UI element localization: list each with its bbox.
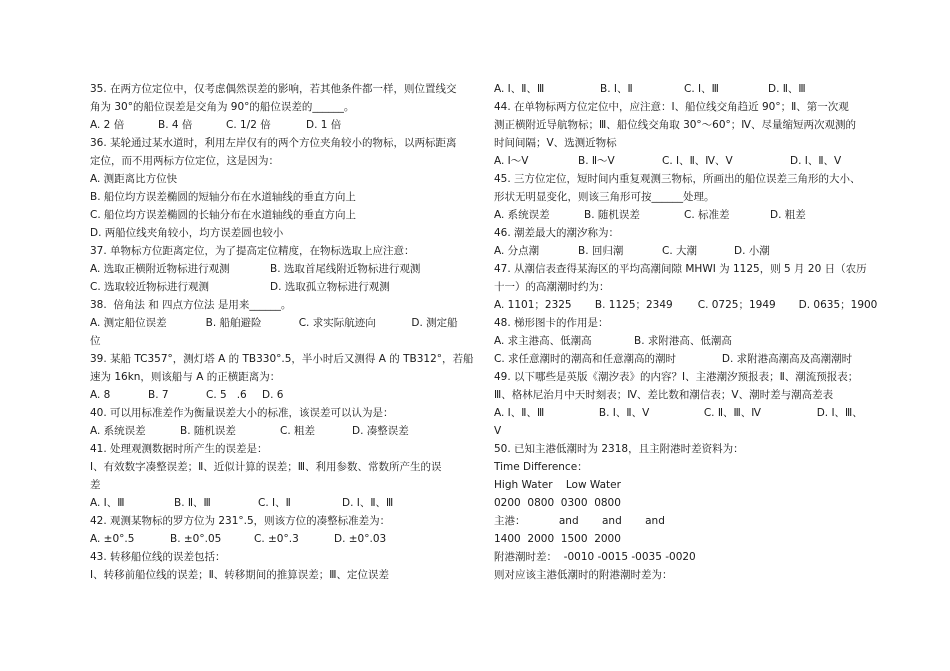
left-column — [90, 80, 480, 584]
answer-option: C. 0725；1949 — [697, 299, 776, 311]
text-line: 37. 单物标方位距离定位，为了提高定位精度，在物标选取上应注意： — [90, 245, 415, 257]
answer-option: D. 测定船 — [411, 317, 458, 329]
text-line: 41. 处理观测数据时所产生的误差是： — [90, 443, 268, 455]
answer-option: B. Ⅱ～Ⅴ — [578, 155, 615, 167]
answer-option: B. 选取首尾线附近物标进行观测 — [270, 263, 421, 275]
text-line: Ⅰ、有效数字凑整误差；Ⅱ、近似计算的误差；Ⅲ、利用参数、常数所产生的误 — [90, 461, 442, 473]
answer-option: A. 选取正横附近物标进行观测 — [90, 263, 230, 275]
text-line: 速为 16kn，则该船与 A 的正横距离为： — [90, 371, 281, 383]
answer-option: D. Ⅰ、Ⅲ、 — [816, 407, 863, 419]
answer-options — [494, 242, 886, 260]
answer-option: B. Ⅱ、Ⅲ — [174, 497, 211, 509]
answer-option: C. 求实际航迹向 — [298, 317, 376, 329]
answer-option: B. 随机误差 — [584, 209, 640, 221]
answer-options — [90, 494, 480, 512]
answer-options — [494, 296, 886, 314]
answer-option: A. Ⅰ、Ⅱ、Ⅲ — [494, 407, 545, 419]
text-line: 则对应该主港低潮时的附港潮时差为： — [494, 569, 673, 581]
answer-option: C. Ⅰ、Ⅱ、Ⅳ、Ⅴ — [662, 155, 733, 167]
text-line: 38. 倍角法 和 四点方位法 是用来______。 — [90, 299, 292, 311]
answer-option: C. ±0°.3 — [254, 533, 299, 545]
answer-options — [90, 260, 480, 278]
answer-option: C. 大潮 — [662, 245, 698, 257]
text-line: Ⅴ — [494, 425, 502, 437]
answer-option: B. 7 — [148, 389, 169, 401]
answer-options — [90, 278, 480, 296]
answer-option: A. Ⅰ～Ⅴ — [494, 155, 529, 167]
text-line: 时间间隔；Ⅴ、选测近物标 — [494, 137, 617, 149]
text-line: 位 — [90, 335, 101, 347]
right-column — [494, 80, 886, 584]
text-line: High Water Low Water — [494, 479, 621, 491]
text-line: 35. 在两方位定位中，仅考虑偶然误差的影响，若其他条件都一样，则位置线交 — [90, 83, 457, 95]
answer-option: B. Ⅰ、Ⅱ、Ⅴ — [598, 407, 650, 419]
text-line: 0200 0800 0300 0800 — [494, 497, 621, 509]
text-line: Ⅲ、格林尼治月中天时刻表；Ⅳ、差比数和潮信表；Ⅴ、潮时差与潮高差表 — [494, 389, 834, 401]
answer-option: D. 1 倍 — [306, 119, 342, 131]
text-line: 46. 潮差最大的潮汐称为： — [494, 227, 620, 239]
answer-option: C. 选取较近物标进行观测 — [90, 281, 210, 293]
answer-option: D. Ⅱ、Ⅲ — [768, 83, 806, 95]
text-line: 44. 在单物标两方位定位中，应注意：Ⅰ、船位线交角趋近 90°；Ⅱ、第一次观 — [494, 101, 849, 113]
text-line: B. 船位均方误差椭圆的短轴分布在水道轴线的垂直方向上 — [90, 191, 356, 203]
answer-option: C. Ⅰ、Ⅱ — [258, 497, 291, 509]
answer-option: B. 回归潮 — [578, 245, 624, 257]
text-line: 1400 2000 1500 2000 — [494, 533, 621, 545]
answer-option: A. 1101；2325 — [494, 299, 572, 311]
answer-options — [90, 530, 480, 548]
text-line: Ⅰ、转移前船位线的误差；Ⅱ、转移期间的推算误差；Ⅲ、定位误差 — [90, 569, 390, 581]
text-line: 49. 以下哪些是英版《潮汐表》的内容？Ⅰ、主港潮汐预报表；Ⅱ、潮流预报表； — [494, 371, 859, 383]
answer-option: D. 粗差 — [770, 209, 806, 221]
answer-option: D. 凑整误差 — [352, 425, 409, 437]
text-line: D. 两船位线夹角较小，均方误差圆也较小 — [90, 227, 284, 239]
text-line: 47. 从潮信表查得某海区的平均高潮间隙 MHWI 为 1125，则 5 月 20 日（农历 — [494, 263, 867, 275]
text-line: 45. 三方位定位，短时间内重复观测三物标，所画出的船位误差三角形的大小、 — [494, 173, 861, 185]
answer-option: C. 标准差 — [684, 209, 730, 221]
answer-option: C. 粗差 — [280, 425, 316, 437]
answer-option: A. Ⅰ、Ⅲ — [90, 497, 125, 509]
answer-options — [494, 332, 886, 350]
answer-option: B. Ⅰ、Ⅱ — [600, 83, 633, 95]
answer-option: D. 6 — [262, 389, 284, 401]
answer-option: C. 求任意潮时的潮高和任意潮高的潮时 — [494, 353, 677, 365]
answer-option: A. 测定船位误差 — [90, 317, 167, 329]
answer-option: D. 求附港高潮高及高潮潮时 — [721, 353, 853, 365]
answer-option: A. 求主港高、低潮高 — [494, 335, 592, 347]
answer-option: A. 系统误差 — [90, 425, 146, 437]
text-line: 48. 梯形图卡的作用是： — [494, 317, 609, 329]
answer-option: A. 2 倍 — [90, 119, 125, 131]
answer-option: B. 1125；2349 — [594, 299, 673, 311]
text-line: 39. 某船 TC357°，测灯塔 A 的 TB330°.5，半小时后又测得 A 的 TB312°，若船 — [90, 353, 474, 365]
text-line: 定位，而不用两标方位定位，这是因为： — [90, 155, 279, 167]
answer-option: D. Ⅰ、Ⅱ、Ⅴ — [790, 155, 842, 167]
answer-options — [494, 80, 886, 98]
text-line: 差 — [90, 479, 101, 491]
answer-option: C. Ⅰ、Ⅲ — [684, 83, 719, 95]
answer-option: D. 小潮 — [734, 245, 770, 257]
text-line: 40. 可以用标准差作为衡量误差大小的标准，该误差可以认为是： — [90, 407, 394, 419]
text-line: 测正横附近导航物标；Ⅲ、船位线交角取 30°～60°；Ⅳ、尽量缩短两次观测的 — [494, 119, 856, 131]
answer-option: D. 选取孤立物标进行观测 — [270, 281, 390, 293]
answer-options — [90, 422, 480, 440]
text-line: 42. 观测某物标的罗方位为 231°.5，则该方位的凑整标准差为： — [90, 515, 391, 527]
text-line: Time Difference： — [494, 461, 588, 473]
answer-option: A. ±0°.5 — [90, 533, 135, 545]
answer-option: C. 5 .6 — [206, 389, 247, 401]
answer-options — [494, 350, 886, 368]
answer-options — [90, 386, 480, 404]
text-line: 十一）的高潮潮时约为： — [494, 281, 610, 293]
answer-option: A. Ⅰ、Ⅱ、Ⅲ — [494, 83, 545, 95]
answer-option: D. ±0°.03 — [334, 533, 387, 545]
answer-option: A. 8 — [90, 389, 111, 401]
answer-option: C. 1/2 倍 — [226, 119, 271, 131]
answer-option: A. 系统误差 — [494, 209, 550, 221]
answer-option: C. Ⅱ、Ⅲ、Ⅳ — [703, 407, 761, 419]
answer-options — [494, 404, 886, 422]
answer-options — [90, 314, 480, 332]
text-line: 36. 某轮通过某水道时，利用左岸仅有的两个方位夹角较小的物标，以两标距离 — [90, 137, 457, 149]
text-line: 附港潮时差： -0010 -0015 -0035 -0020 — [494, 551, 696, 563]
text-line: 形状无明显变化，则该三角形可按______处理。 — [494, 191, 715, 203]
text-line: 角为 30°的船位误差是交角为 90°的船位误差的______。 — [90, 101, 355, 113]
answer-option: B. 随机误差 — [180, 425, 236, 437]
answer-option: B. 求附港高、低潮高 — [634, 335, 732, 347]
text-line: C. 船位均方误差椭圆的长轴分布在水道轴线的垂直方向上 — [90, 209, 357, 221]
answer-option: B. ±0°.05 — [170, 533, 222, 545]
text-line: 主港： and and and — [494, 515, 665, 527]
text-line: 43. 转移船位线的误差包括： — [90, 551, 226, 563]
answer-option: D. Ⅰ、Ⅱ、Ⅲ — [342, 497, 394, 509]
answer-options — [494, 206, 886, 224]
answer-options — [494, 152, 886, 170]
text-line: 50. 已知主港低潮时为 2318，且主附港时差资料为： — [494, 443, 744, 455]
answer-option: B. 4 倍 — [158, 119, 193, 131]
answer-option: A. 分点潮 — [494, 245, 540, 257]
answer-options — [90, 116, 480, 134]
answer-option: B. 船舶避险 — [205, 317, 262, 329]
text-line: A. 测距离比方位快 — [90, 173, 178, 185]
answer-option: D. 0635；1900 — [798, 299, 878, 311]
